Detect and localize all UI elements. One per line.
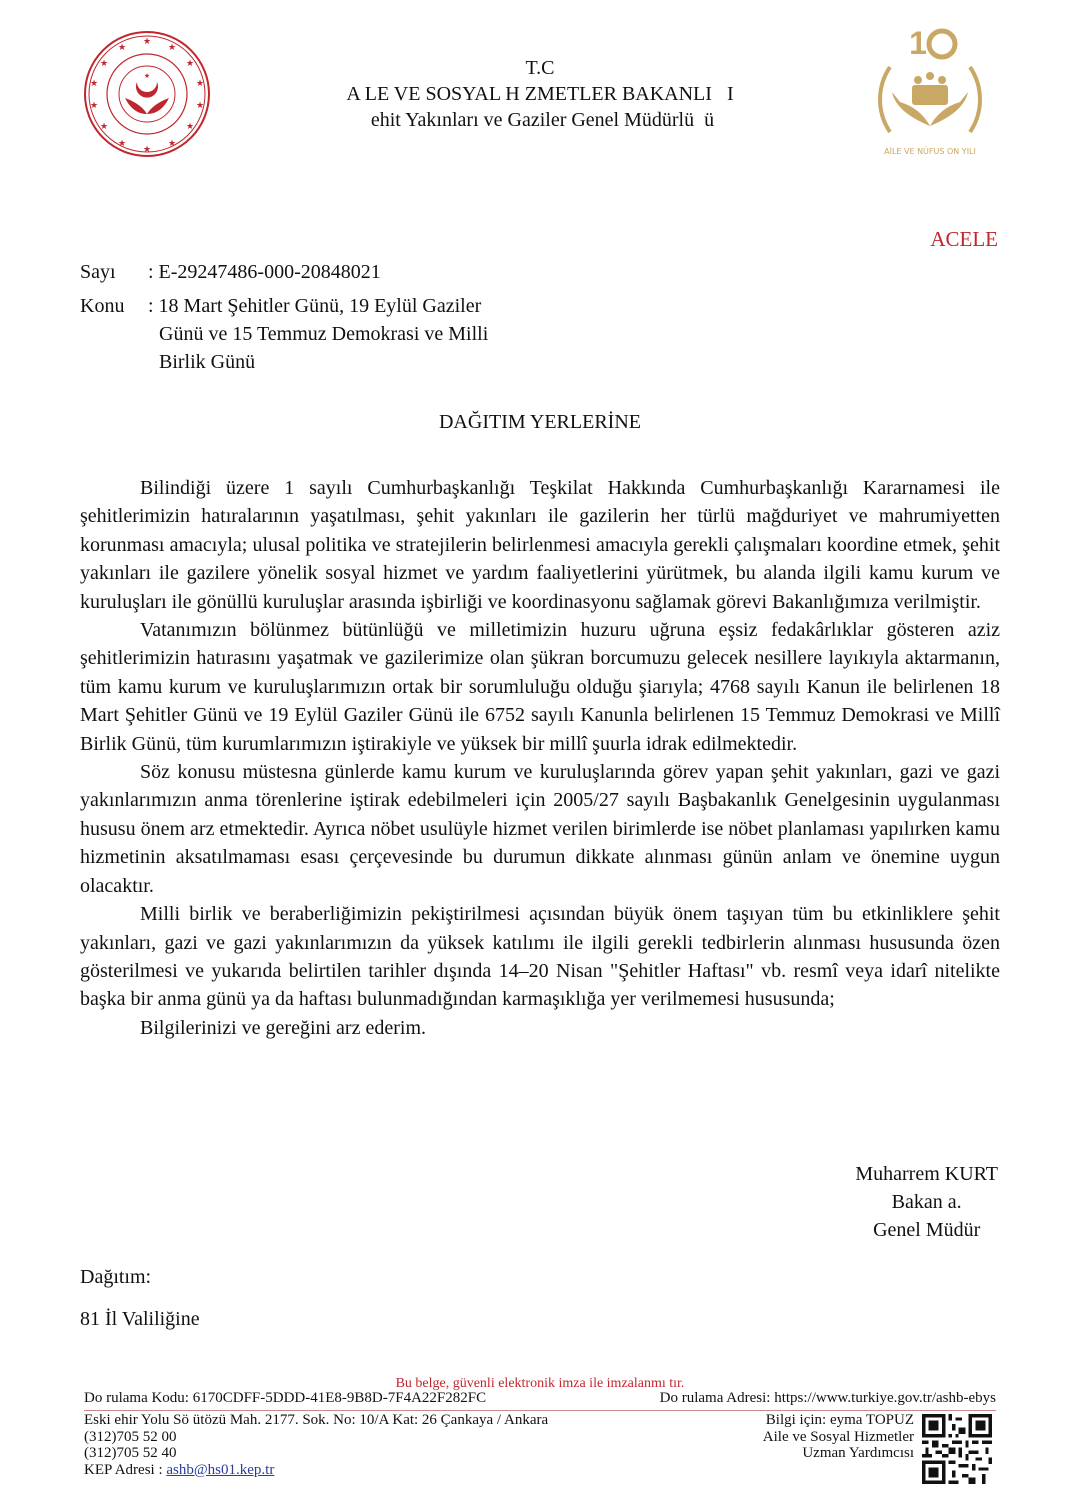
info-contact-dept: Aile ve Sosyal Hizmetler bbox=[762, 1428, 914, 1445]
kep-row bbox=[84, 1462, 548, 1479]
svg-text:★: ★ bbox=[185, 122, 195, 132]
letterhead bbox=[240, 55, 840, 133]
family-decade-10-years-icon bbox=[860, 22, 1000, 162]
country-label: T.C bbox=[525, 57, 555, 79]
ministry-name: A LE VE SOSYAL H ZMETLER BAKANLI I bbox=[346, 83, 734, 105]
info-contact-name: Bilgi için: eyma TOPUZ bbox=[765, 1412, 914, 1428]
urgency-label: ACELE bbox=[930, 227, 998, 251]
svg-text:★: ★ bbox=[142, 37, 152, 47]
svg-text:★: ★ bbox=[195, 79, 205, 89]
verification-address[interactable]: Do rulama Adresi: https://www.turkiye.gov.tr/ashb-ebys bbox=[659, 1390, 996, 1406]
svg-text:★: ★ bbox=[89, 79, 99, 89]
svg-text:1: 1 bbox=[909, 25, 927, 61]
fax-number: (312)705 52 40 bbox=[84, 1445, 177, 1461]
signer-on-behalf: Bakan a. bbox=[891, 1191, 962, 1213]
number-row bbox=[80, 258, 529, 286]
svg-text:AİLE VE NÜFUS ON YILI: AİLE VE NÜFUS ON YILI bbox=[884, 147, 976, 156]
svg-text:★: ★ bbox=[167, 43, 177, 53]
directorate-name: ehit Yakınları ve Gaziler Genel Müdürlü ü bbox=[365, 109, 715, 131]
distribution-label: Dağıtım: bbox=[80, 1266, 152, 1288]
info-contact-title: Uzman Yardımcısı bbox=[802, 1445, 914, 1461]
svg-text:★: ★ bbox=[195, 101, 205, 111]
svg-text:★: ★ bbox=[99, 122, 109, 132]
svg-text:★: ★ bbox=[89, 101, 99, 111]
office-address: Eski ehir Yolu Sö ütözü Mah. 2177. Sok. No: 10/A Kat: 26 Çankaya / Ankara bbox=[84, 1412, 549, 1428]
verification-code: Do rulama Kodu: 6170CDFF-5DDD-41E8-9B8D-7F4A22F282FC bbox=[84, 1390, 487, 1406]
letter-body bbox=[80, 474, 1000, 1042]
closing-line: Bilgilerinizi ve gereğini arz ederim. bbox=[140, 1016, 426, 1039]
svg-text:★: ★ bbox=[99, 59, 109, 69]
subject-row bbox=[80, 292, 529, 376]
svg-text:★: ★ bbox=[143, 72, 151, 80]
info-contact bbox=[763, 1412, 914, 1462]
distribution-recipient: 81 İl Valiliğine bbox=[80, 1308, 200, 1330]
signer-title: Genel Müdür bbox=[873, 1219, 981, 1241]
esignature-note: Bu belge, güvenli elektronik imza ile imzalanmı tır. bbox=[395, 1376, 685, 1391]
svg-text:★: ★ bbox=[117, 139, 127, 149]
phone-number: (312)705 52 00 bbox=[84, 1428, 177, 1445]
contact-info bbox=[84, 1412, 548, 1478]
body-paragraph: Bilindiği üzere 1 sayılı Cumhurbaşkanlığı Teşkilat Hakkında Cumhurbaşkanlığı Kararnamesi ile şehitlerimizin hatıralarının yaşatılması, şehit yakınları ile gazilerin her türlü mağduriyet ve mahrumiyetten korunması amacıyla; ulusal politika ve stratejilerin belirlenmesi amacıyla gerekli çalışmaları koordine etmek, şehit yakınları ile gazilere yönelik sosyal hizmet ve yardım faaliyetlerini yürütmek, bu alanda ilgili kamu kurum ve kuruluşları ile gönüllü kuruluşlar arasında işbirliği ve koordinasyonu sağlamak görevi Bakanlığımıza verilmiştir. bbox=[80, 477, 1000, 613]
verification-row bbox=[84, 1390, 996, 1407]
distribution-heading: DAĞITIM YERLERİNE bbox=[438, 411, 641, 433]
body-paragraph: Söz konusu müstesna günlerde kamu kurum ve kuruluşlarında görev yapan şehit yakınları, gazi ve gazi yakınlarımızın anma törenlerine iştirak edebilmeleri için 2005/27 sayılı Başbakanlık Genelgesinin uygulanması hususu önem arz etmektedir. Ayrıca nöbet usulüyle hizmet verilen birimlerde ise nöbet planlaması yapılırken kamu hizmetinin aksatılmaması esası çerçevesinde bu durumun dikkate alınması günün anlam ve önemine uygun olacaktır. bbox=[80, 761, 1000, 897]
svg-text:★: ★ bbox=[167, 139, 177, 149]
body-paragraph: Milli birlik ve beraberliğimizin pekiştirilmesi açısından büyük önem taşıyan tüm bu etkinliklere şehit yakınları, gazi ve gazi yakınlarımızın da yüksek katılımı ile ilgili gerekli tedbirlerin alınması hususunda özen gösterilmesi ve yukarıda belirtilen tarihler dışında 14–20 Nisan "Şehitler Haftası" vb. resmî veya idarî nitelikte başka bir anma günü ya da haftası bulunmadığından karmaşıklığa yer verilmemesi hususunda; bbox=[80, 903, 1000, 1011]
subject-label: Konu bbox=[80, 295, 125, 317]
svg-text:★: ★ bbox=[117, 43, 127, 53]
qr-code-icon[interactable] bbox=[922, 1414, 992, 1484]
svg-text:★: ★ bbox=[185, 59, 195, 69]
signer-name: Muharrem KURT bbox=[855, 1163, 998, 1185]
letter-meta bbox=[80, 258, 529, 376]
footer-divider bbox=[84, 1410, 996, 1411]
number-value: : E-29247486-000-20848021 bbox=[148, 261, 381, 283]
body-paragraph: Vatanımızın bölünmez bütünlüğü ve milletimizin huzuru uğruna eşsiz fedakârlıklar gösteren aziz şehitlerimizin hatırasını yaşatmak ve gazilerimize olan şükran borcumuzu gelecek nesillere layıkıyla aktarmanın, tüm kamu kurum ve kuruluşlarımızın ortak bir sorumluluğu olduğu şiarıyla; 4768 sayılı Kanun ile belirlenen 18 Mart Şehitler Günü ve 19 Eylül Gaziler Günü ile 6752 sayılı Kanunla belirlenen 15 Temmuz Demokrasi ve Millî Birlik Günü, tüm kurumlarımızın iştirakiyle ve yüksek bir millî şuurla idrak edilmektedir. bbox=[80, 619, 1000, 755]
distribution-list bbox=[80, 1262, 200, 1334]
number-label: Sayı bbox=[80, 261, 116, 283]
kep-label: KEP Adresi : bbox=[84, 1461, 167, 1478]
subject-value: : 18 Mart Şehitler Günü, 19 Eylül Gaziler Günü ve 15 Temmuz Demokrasi ve Milli Birlik Günü bbox=[148, 295, 489, 373]
svg-text:★: ★ bbox=[142, 145, 152, 155]
kep-address-link[interactable]: ashb@hs01.kep.tr bbox=[166, 1461, 275, 1478]
signature-block bbox=[855, 1160, 998, 1244]
ministry-seal-icon bbox=[82, 30, 212, 158]
